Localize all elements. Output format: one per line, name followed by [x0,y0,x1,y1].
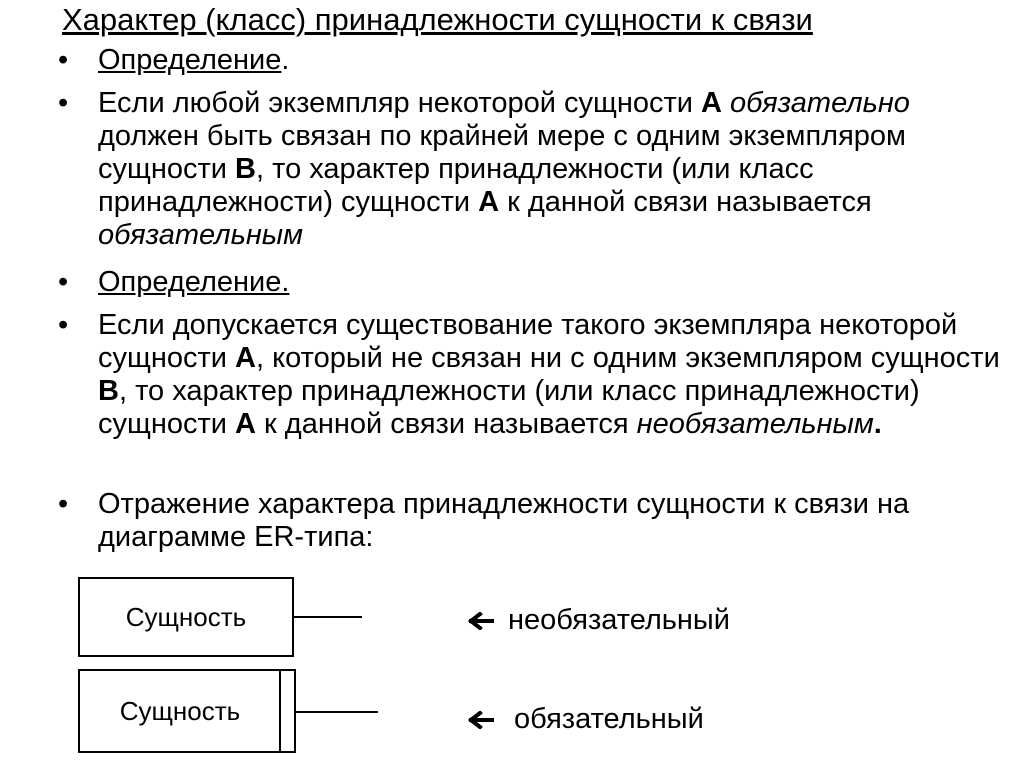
entity-box-optional: Сущность [78,577,294,657]
slide-title: Характер (класс) принадлежности сущности к связи [62,2,813,37]
definition-label: Определение. [98,266,290,298]
definition-label: Определение [98,44,282,76]
bullet-dot: • [58,309,69,341]
bullet-definition-1: • Определение. [58,44,290,76]
bullet-definition-2 [58,266,1008,299]
arrow-left-icon [468,612,494,630]
arrow-left-icon [468,711,494,729]
relationship-line-optional [294,616,362,618]
bullet-dot: • [58,44,69,76]
relationship-line-mandatory [296,711,378,713]
legend-optional: необязательный [468,604,730,637]
bullet-dot: • [58,488,69,520]
mandatory-bar [279,669,281,753]
bullet-optional-definition: • Если допускается существование такого экземпляра некоторой сущности А, который не связан ни с одним экземпляром сущности В, то характер принадлежности (или класс принадлежности) сущности А к данной связи называется необязательным. [58,309,1000,440]
legend-mandatory: обязательный [468,703,704,736]
bullet-mandatory-definition: • Если любой экземпляр некоторой сущности А обязательно должен быть связан по крайней мере с одним экземпляром сущности В, то характер принадлежности (или класс принадлежности) сущности А к данной связи называется обязательным [58,87,910,251]
bullet-dot: • [58,266,69,298]
bullet-er-diagram: • Отражение характера принадлежности сущности к связи на диаграмме ER-типа: [58,488,910,553]
bullet-dot: • [58,87,69,119]
entity-box-mandatory: Сущность [78,669,296,753]
